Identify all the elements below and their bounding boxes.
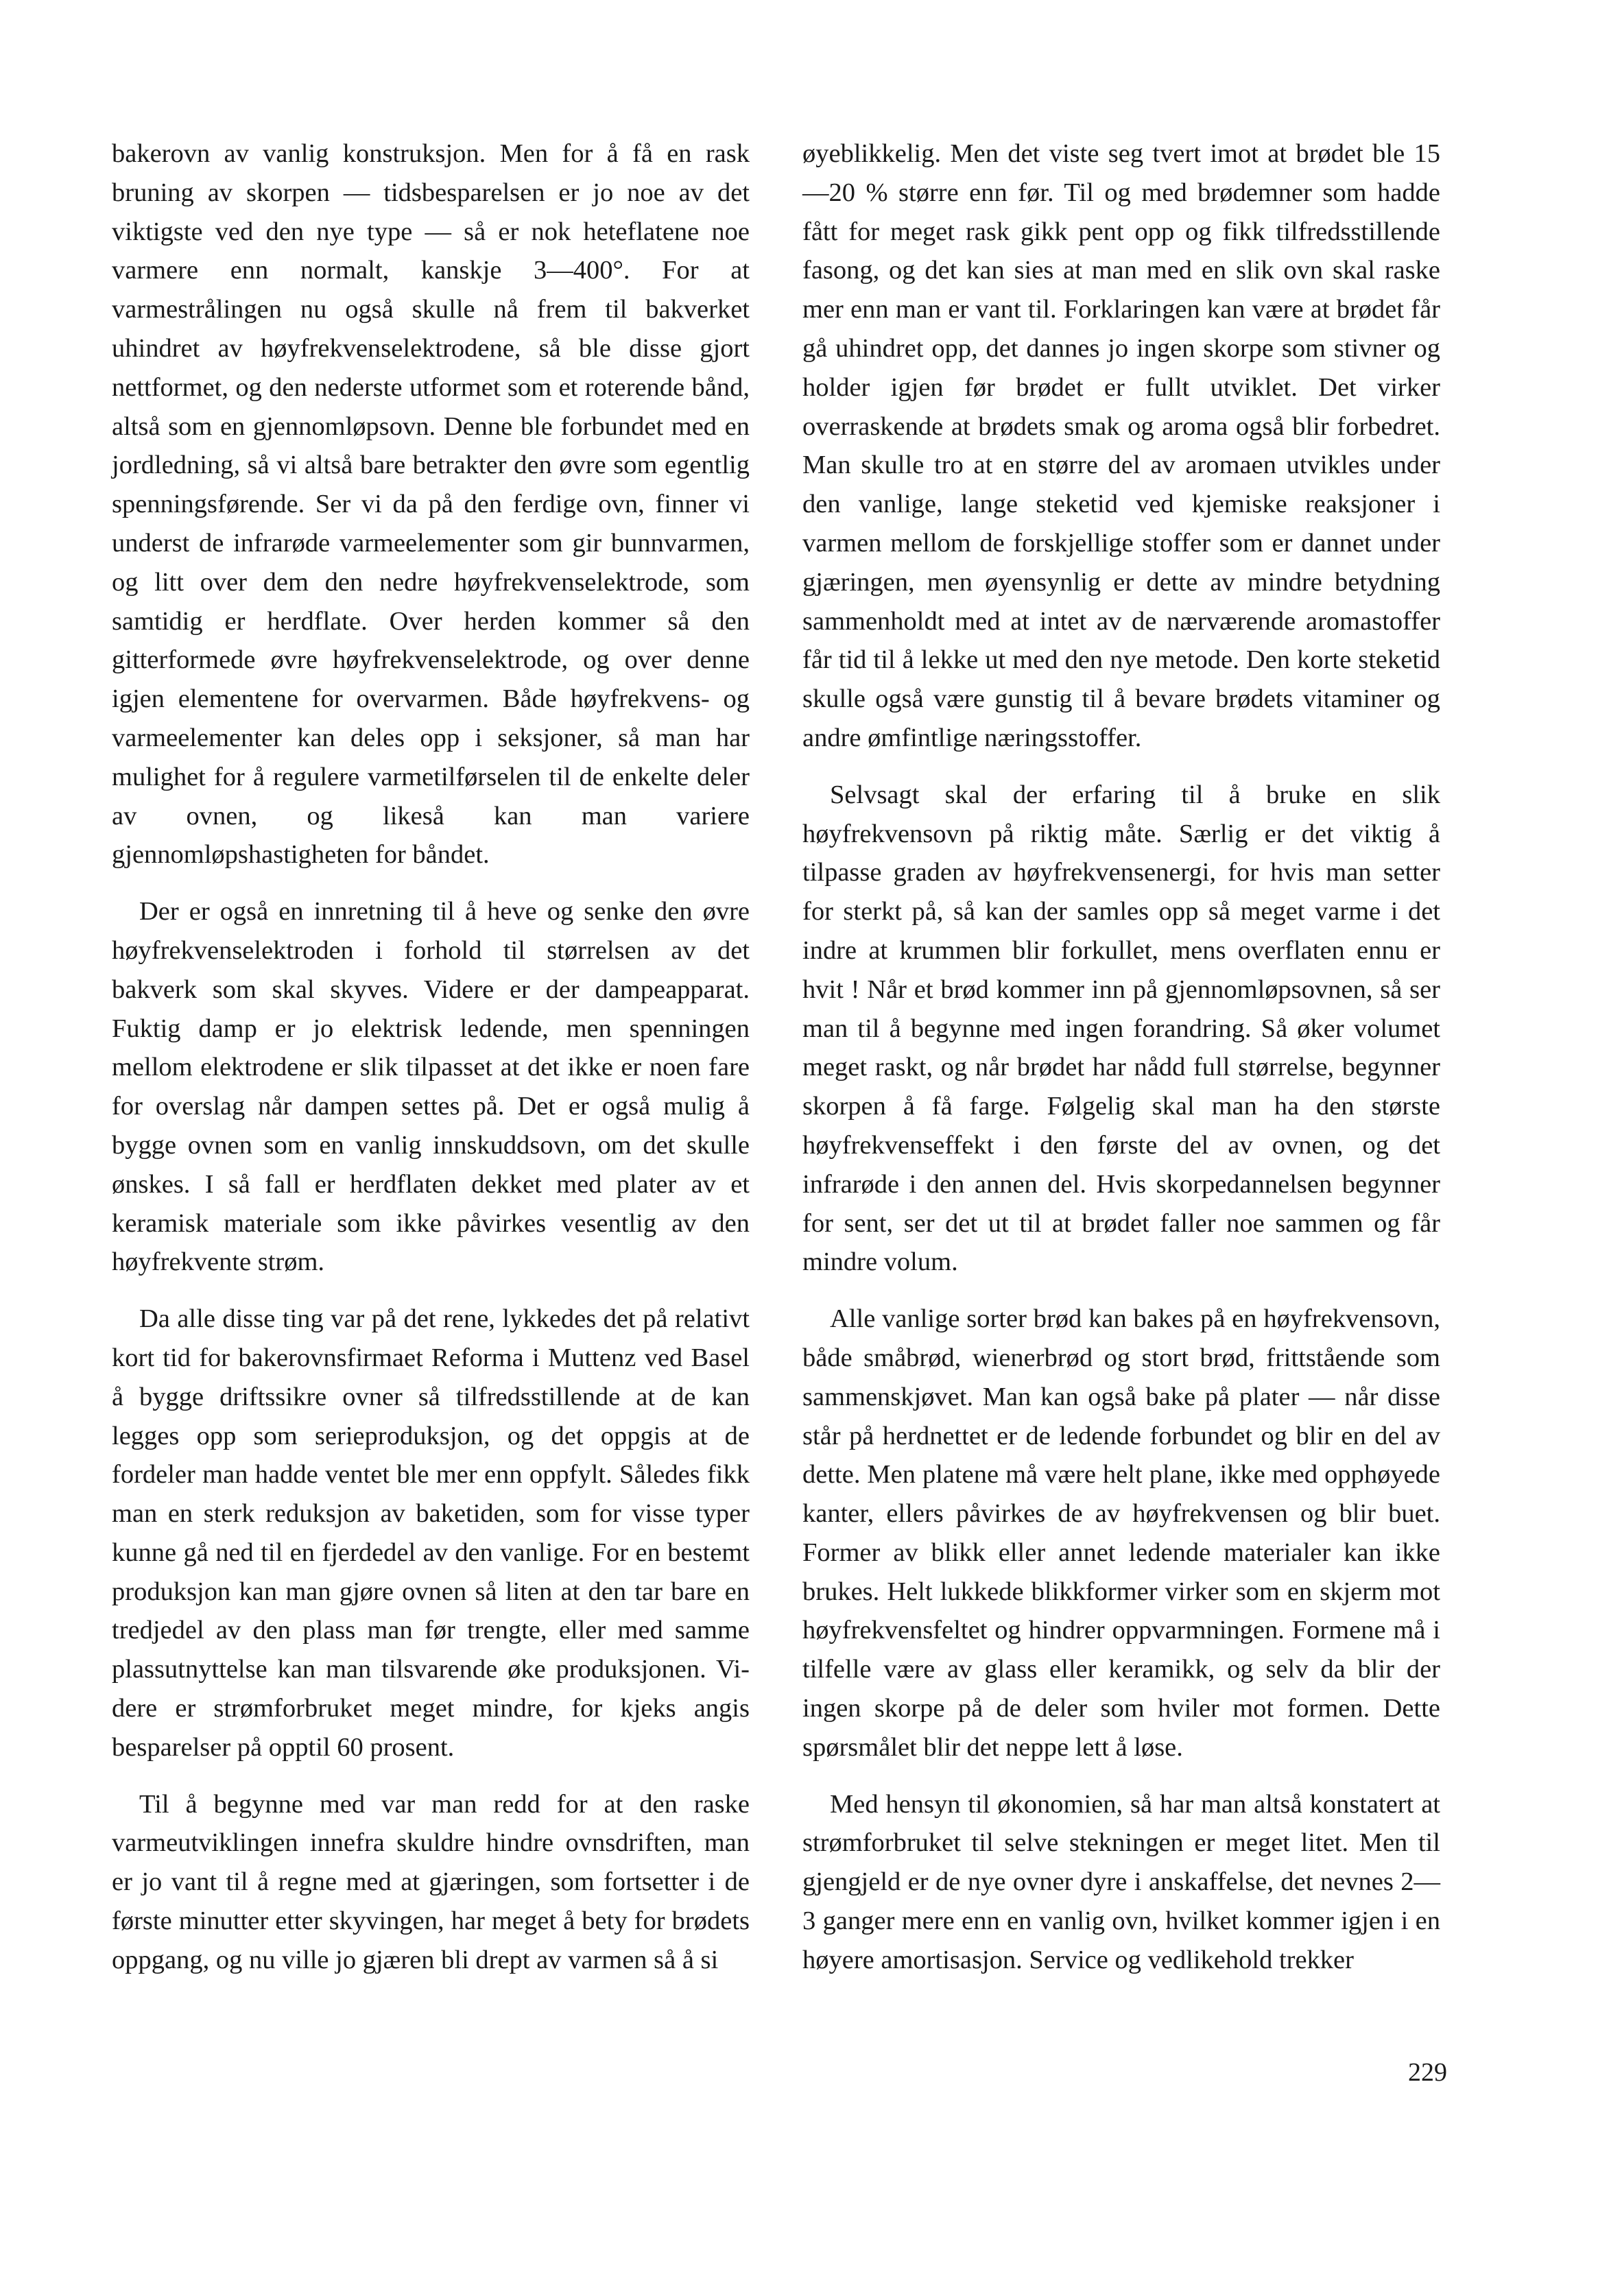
paragraph: Alle vanlige sorter brød kan bakes på en høyfrekvensovn, både småbrød, wienerbrød og stort brød, frittstående som sammenskjøvet. Man kan også bake på plater — når disse står på herdnettet er de ledende forbundet og blir en del av dette. Men platene må være helt plane, ikke med opphøyede kanter, ellers påvirkes de av høyfrekvensen og blir buet. Former av blikk eller annet ledende materialer kan ikke brukes. Helt lukkede blikkformer virker som en skjerm mot høyfrekvensfeltet og hindrer oppvarmningen. Formene må i tilfelle være av glass eller keramikk, og selv da blir der ingen skorpe på de deler som hviler mot formen. Dette spørsmålet blir det neppe lett å løse. [802,1304,1440,1762]
paragraph: øyeblikkelig. Men det viste seg tvert imot at brødet ble 15—20 % større enn før. Til og med brødemner som hadde fått for meget rask gikk pent opp og fikk tilfredsstillende fasong, og det kan sies at man med en slik ovn skal raske mer enn man er vant til. Forklaringen kan være at brødet får gå uhindret opp, det dannes jo ingen skorpe som stivner og holder igjen før brødet er fullt utviklet. Det virker overraskende at brødets smak og aroma også blir forbedret. Man skulle tro at en større del av aromaen utvikles under den vanlige, lange steketid ved kjemiske reaksjoner i varmen mellom de forskjellige stoffer som er dannet under gjæringen, men øyensynlig er dette av mindre betydning sammenholdt med at intet av de nærværende aromastoffer får tid til å lekke ut med den nye metode. Den korte steketid skulle også være gunstig til å bevare brødets vitaminer og andre ømfintlige næringsstoffer. [802,139,1440,752]
paragraph: Da alle disse ting var på det rene, lykkedes det på relativt kort tid for bakerovnsfirmaet Reforma i Muttenz ved Basel å bygge driftssikre ovner så tilfredsstillende at de kan legges opp som serieproduksjon, og det oppgis at de fordeler man hadde ventet ble mer enn oppfylt. Således fikk man en sterk reduksjon av baketiden, som for visse typer kunne gå ned til en fjerdedel av den vanlige. For en bestemt produksjon kan man gjøre ovnen så liten at den tar bare en tredjedel av den plass man før trengte, eller med samme plassutnyttelse kan man tilsvarende øke produksjonen. Videre er strømforbruket meget mindre, for kjeks angis besparelser på opptil 60 prosent. [112,1304,750,1762]
paragraph: Til å begynne med var man redd for at den raske varmeutviklingen innefra skuldre hindre ovnsdriften, man er jo vant til å regne med at gjæringen, som fortsetter i de første minutter etter skyvingen, har meget å bety for brødets oppgang, og nu ville jo gjæren bli drept av varmen så å si [112,1789,750,1974]
paragraph: Selvsagt skal der erfaring til å bruke en slik høyfrekvensovn på riktig måte. Særlig er det viktig å tilpasse graden av høyfrekvensenergi, for hvis man setter for sterkt på, så kan der samles opp så meget varme i det indre at krummen blir forkullet, mens overflaten ennu er hvit ! Når et brød kommer inn på gjennomløpsovnen, så ser man til å begynne med ingen forandring. Så øker volumet meget raskt, og når brødet har nådd full størrelse, begynner skorpen å få farge. Følgelig skal man ha den største høyfrekvenseffekt i den første del av ovnen, og det infrarøde i den annen del. Hvis skorpedannelsen begynner for sent, ser det ut til at brødet faller noe sammen og får mindre volum. [802,780,1440,1277]
paragraph: bakerovn av vanlig konstruksjon. Men for å få en rask bruning av skorpen — tidsbesparelsen er jo noe av det viktigste ved den nye type — så er nok heteflatene noe varmere enn normalt, kanskje 3—400°. For at varmestrålingen nu også skulle nå frem til bakverket uhindret av høyfrekvenselektrodene, så ble disse gjort nettformet, og den nederste utformet som et roterende bånd, altså som en gjennomløpsovn. Denne ble forbundet med en jordledning, så vi altså bare betrakter den øvre som egentlig spenningsførende. Ser vi da på den ferdige ovn, finner vi underst de infrarøde varmeelementer som gir bunnvarmen, og litt over dem den nedre høyfrekvenselektrode, som samtidig er herdflate. Over herden kommer så den gitterformede øvre høyfrekvenselektrode, og over denne igjen elementene for overvarmen. Både høyfrekvens- og varmeelementer kan deles opp i seksjoner, så man har mulighet for å regulere varmetilførselen til de enkelte deler av ovnen, og likeså kan man variere gjennomløpshastigheten for båndet. [112,139,750,870]
right-column [802,134,1440,1980]
page-number: 229 [1408,2058,1447,2087]
paragraph: Der er også en innretning til å heve og senke den øvre høyfrekvenselektroden i forhold til størrelsen av det bakverk som skal skyves. Videre er der dampeapparat. Fuktig damp er jo elektrisk ledende, men spenningen mellom elektrodene er slik tilpasset at det ikke er noen fare for overslag når dampen settes på. Det er også mulig å bygge ovnen som en vanlig innskuddsovn, om det skulle ønskes. I så fall er herdflaten dekket med plater av et keramisk materiale som ikke påvirkes vesentlig av den høyfrekvente strøm. [112,897,750,1277]
paragraph: Med hensyn til økonomien, så har man altså konstatert at strømforbruket til selve stekningen er meget litet. Men til gjengjeld er de nye ovner dyre i anskaffelse, det nevnes 2—3 ganger mere enn en vanlig ovn, hvilket kommer igjen i en høyere amortisasjon. Service og vedlikehold trekker [802,1789,1440,1974]
left-column [112,134,750,1980]
